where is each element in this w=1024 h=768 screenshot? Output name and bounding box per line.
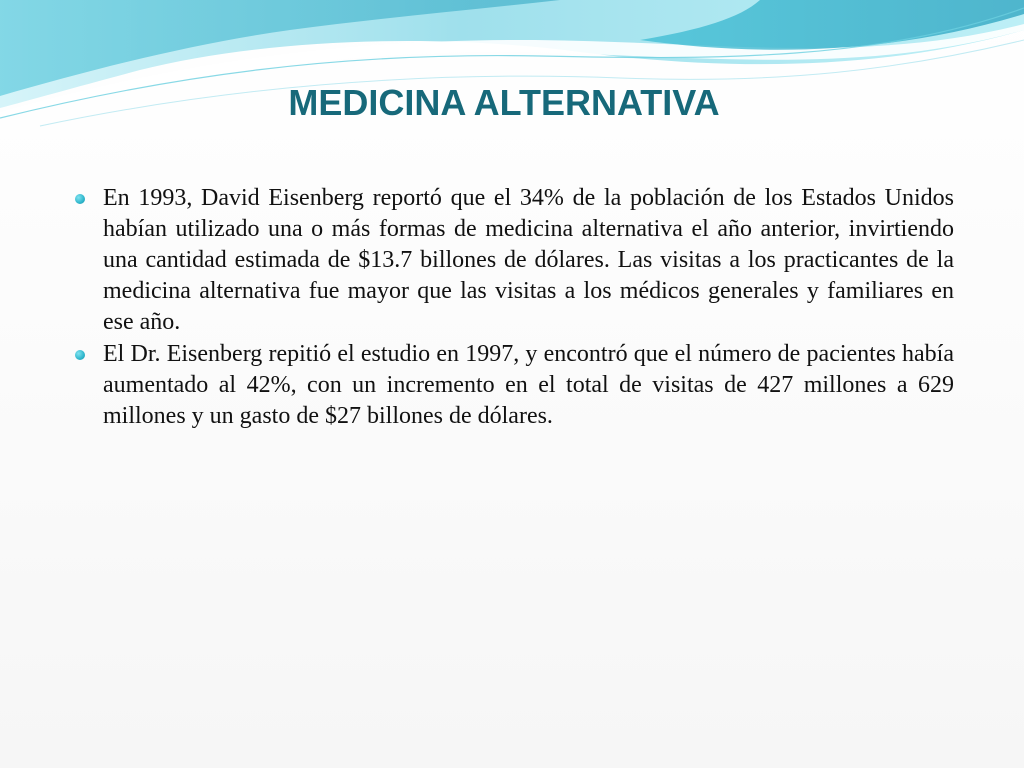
round-bullet-icon (75, 350, 85, 360)
bullet-item (74, 183, 954, 338)
bullet-text: El Dr. Eisenberg repitió el estudio en 1997, y encontró que el número de pacientes había aumentado al 42%, con un incremento en el total de visitas de 427 millones a 629 millones y un gasto de $27 billones de dólares. (103, 341, 954, 429)
bullet-list (74, 183, 954, 433)
bullet-text: En 1993, David Eisenberg reportó que el 34% de la población de los Estados Unidos habían utilizado una o más formas de medicina alternativa el año anterior, invirtiendo una cantidad estimada de $13.7 billones de dólares. Las visitas a los practicantes de la medicina alternativa fue mayor que las visitas a los médicos generales y familiares en ese año. (103, 185, 954, 335)
bullet-item (74, 339, 954, 432)
slide-title: MEDICINA ALTERNATIVA (288, 82, 720, 123)
round-bullet-icon (75, 194, 85, 204)
